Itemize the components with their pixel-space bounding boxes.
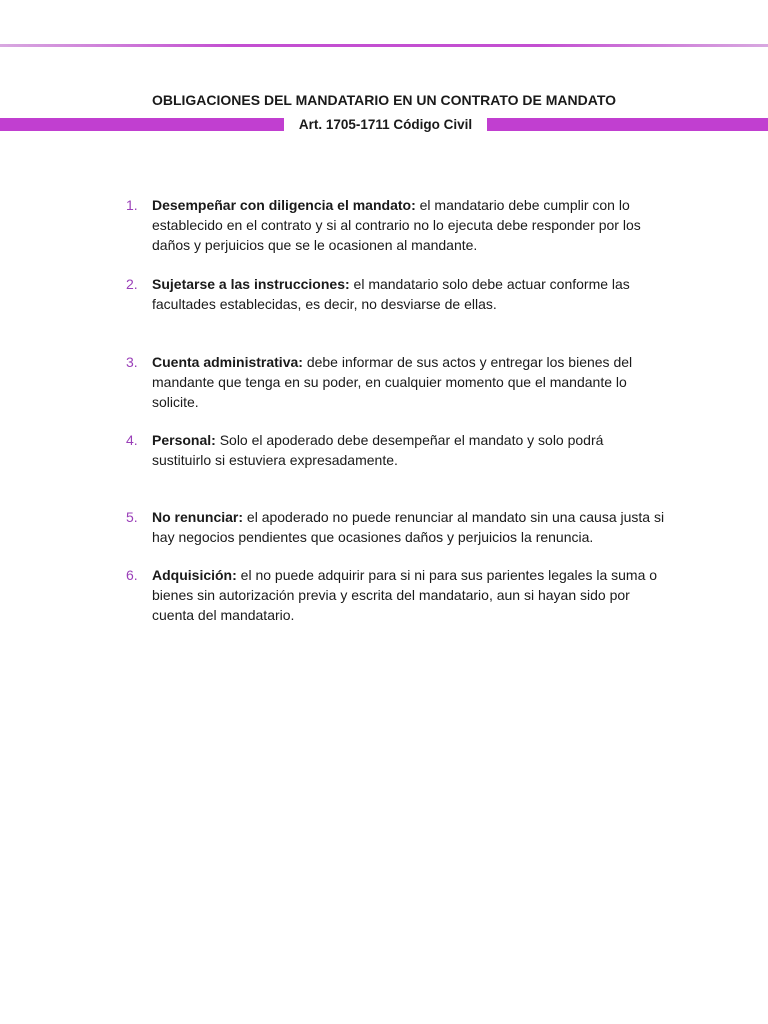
- item-number: 3.: [126, 354, 138, 370]
- item-term: Sujetarse a las instrucciones:: [152, 276, 350, 292]
- item-number: 4.: [126, 432, 138, 448]
- item-text: el no puede adquirir para si ni para sus parientes legales la suma o bienes sin autorización previa y escrita del mandatario, aun si hayan sido por cuenta del mandatario.: [152, 567, 658, 623]
- item-term: No renunciar:: [152, 509, 244, 525]
- item-number: 6.: [126, 567, 138, 583]
- item-term: Adquisición:: [152, 567, 237, 583]
- top-divider: [0, 44, 768, 47]
- accent-band-right: [487, 118, 768, 131]
- item-number: 1.: [126, 197, 138, 213]
- list-item: [126, 507, 666, 547]
- list-item: [126, 195, 666, 255]
- item-text: Solo el apoderado debe desempeñar el mandato y solo podrá sustituirlo si estuviera expresadamente.: [152, 432, 604, 468]
- item-term: Cuenta administrativa:: [152, 354, 303, 370]
- obligations-list: [126, 195, 666, 625]
- item-text: el apoderado no puede renunciar al mandato sin una causa justa si hay negocios pendientes que ocasiones daños y perjuicios la renuncia.: [152, 509, 665, 545]
- item-text: el mandatario debe cumplir con lo establecido en el contrato y si al contrario no lo ejecuta debe responder por los daños y perjuicios que se le ocasionen al mandante.: [152, 197, 641, 253]
- item-number: 5.: [126, 509, 138, 525]
- item-text: el mandatario solo debe actuar conforme las facultades establecidas, es decir, no desviarse de ellas.: [152, 276, 630, 312]
- item-term: Personal:: [152, 432, 216, 448]
- list-item: [126, 565, 666, 625]
- list-item: [126, 352, 666, 412]
- item-text: debe informar de sus actos y entregar los bienes del mandante que tenga en su poder, en cualquier momento que el mandante lo solicite.: [152, 354, 633, 410]
- accent-band-left: [0, 118, 284, 131]
- page-title: OBLIGACIONES DEL MANDATARIO EN UN CONTRATO DE MANDATO: [151, 92, 617, 108]
- item-number: 2.: [126, 276, 138, 292]
- item-term: Desempeñar con diligencia el mandato:: [152, 197, 416, 213]
- page-subtitle: Art. 1705-1711 Código Civil: [298, 117, 473, 132]
- list-item: [126, 430, 666, 470]
- list-item: [126, 274, 666, 314]
